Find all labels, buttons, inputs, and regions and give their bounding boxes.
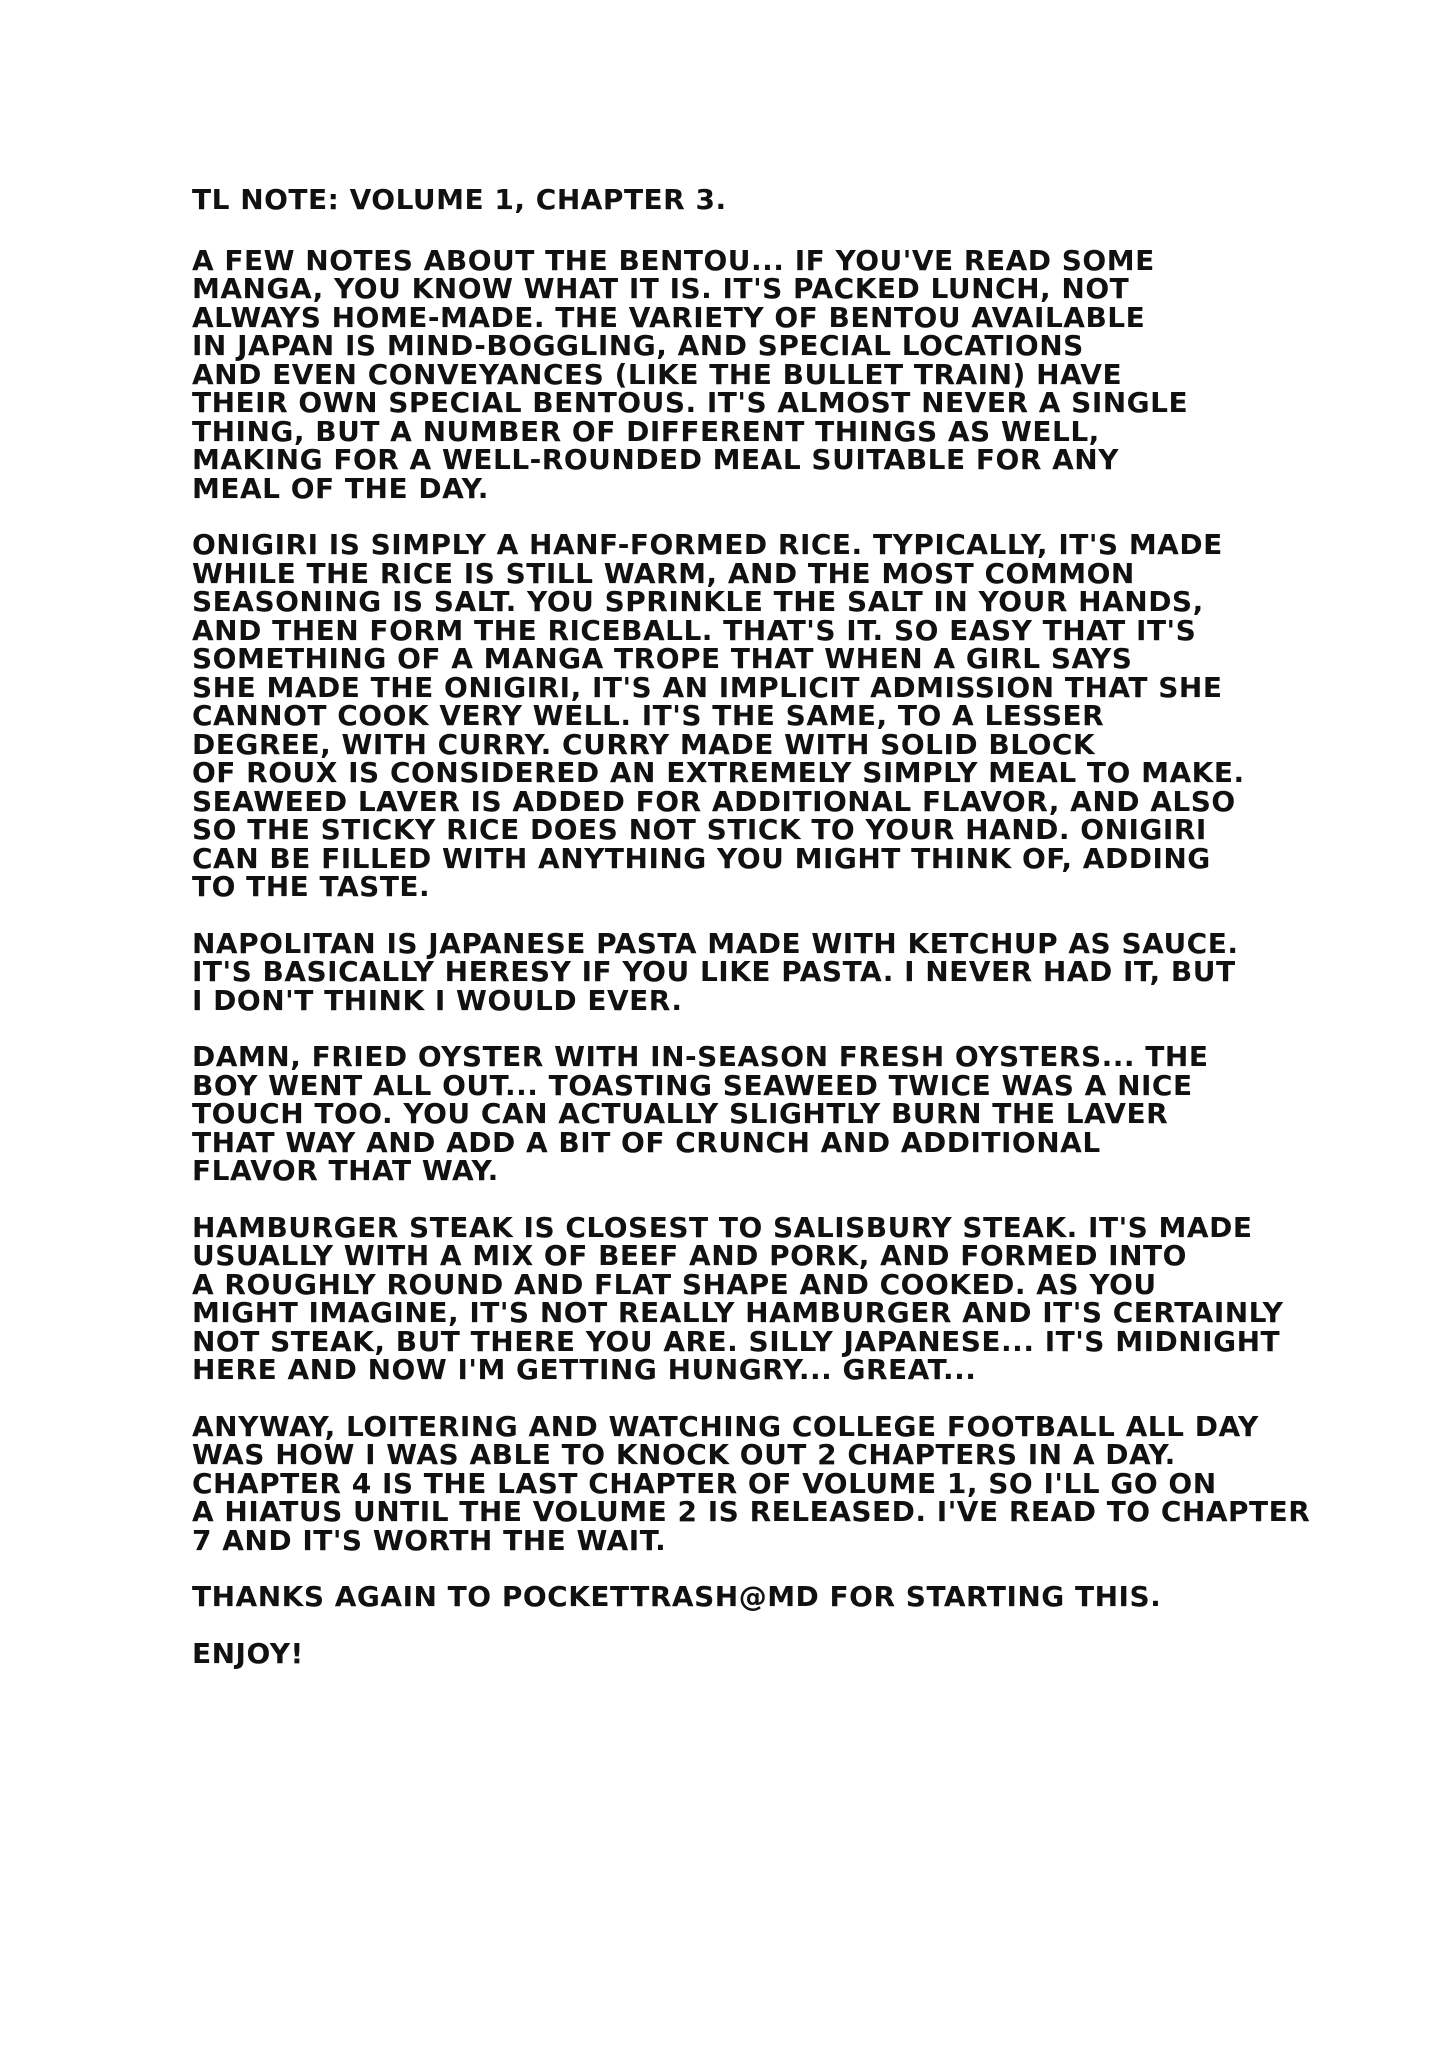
paragraph-line: A FEW NOTES ABOUT THE BENTOU... IF YOU'VE READ SOME	[192, 243, 1155, 277]
paragraph-line: WHILE THE RICE IS STILL WARM, AND THE MOST COMMON	[192, 556, 1135, 590]
paragraph-line: SOMETHING OF A MANGA TROPE THAT WHEN A GIRL SAYS	[192, 642, 1133, 675]
paragraph-line: CANNOT COOK VERY WELL. IT'S THE SAME, TO A LESSER	[192, 699, 1105, 732]
paragraph-line: ENJOY!	[192, 1636, 304, 1670]
paragraph-line: DAMN, FRIED OYSTER WITH IN-SEASON FRESH OYSTERS... THE	[192, 1040, 1209, 1073]
paragraph-line: SHE MADE THE ONIGIRI, IT'S AN IMPLICIT ADMISSION THAT SHE	[192, 670, 1223, 704]
paragraph-line: THAT WAY AND ADD A BIT OF CRUNCH AND ADDITIONAL	[192, 1125, 1101, 1159]
heading-text: TL NOTE: VOLUME 1, CHAPTER 3.	[192, 183, 727, 216]
paragraph-line: IT'S BASICALLY HERESY IF YOU LIKE PASTA. I NEVER HAD IT, BUT	[192, 955, 1236, 988]
paragraph-line: 7 AND IT'S WORTH THE WAIT.	[192, 1523, 667, 1557]
paragraph-line: ONIGIRI IS SIMPLY A HANF-FORMED RICE. TYPICALLY, IT'S MADE	[192, 528, 1223, 561]
paragraph-line: MAKING FOR A WELL-ROUNDED MEAL SUITABLE FOR ANY	[192, 443, 1120, 476]
paragraph-line: HAMBURGER STEAK IS CLOSEST TO SALISBURY STEAK. IT'S MADE	[192, 1210, 1253, 1244]
paragraph-line: AND THEN FORM THE RICEBALL. THAT'S IT. SO EASY THAT IT'S	[192, 613, 1197, 647]
paragraph-line: NAPOLITAN IS JAPANESE PASTA MADE WITH KETCHUP AS SAUCE.	[192, 926, 1239, 960]
paragraph-line: IN JAPAN IS MIND-BOGGLING, AND SPECIAL LOCATIONS	[192, 329, 1084, 362]
paragraph-line: OF ROUX IS CONSIDERED AN EXTREMELY SIMPLY MEAL TO MAKE.	[192, 756, 1245, 789]
note-paragraph	[192, 1040, 1312, 1187]
note-paragraph	[192, 528, 1312, 903]
paragraph-line: FLAVOR THAT WAY.	[192, 1154, 499, 1187]
paragraph-line: NOT STEAK, BUT THERE YOU ARE. SILLY JAPANESE... IT'S MIDNIGHT	[192, 1324, 1281, 1358]
paragraph-line: I DON'T THINK I WOULD EVER.	[192, 983, 683, 1017]
note-heading	[192, 183, 1312, 216]
paragraph-line: THANKS AGAIN TO POCKETTRASH@MD FOR STARTING THIS.	[192, 1580, 1162, 1613]
paragraph-line: DEGREE, WITH CURRY. CURRY MADE WITH SOLID BLOCK	[192, 727, 1096, 761]
paragraph-line: WAS HOW I WAS ABLE TO KNOCK OUT 2 CHAPTERS IN A DAY.	[192, 1438, 1176, 1471]
paragraph-line: BOY WENT ALL OUT... TOASTING SEAWEED TWICE WAS A NICE	[192, 1068, 1193, 1102]
paragraph-line: SEASONING IS SALT. YOU SPRINKLE THE SALT IN YOUR HANDS,	[192, 585, 1204, 618]
paragraph-line: SO THE STICKY RICE DOES NOT STICK TO YOUR HAND. ONIGIRI	[192, 813, 1207, 846]
note-paragraph	[192, 1210, 1312, 1386]
note-paragraph	[192, 1409, 1312, 1557]
paragraph-line: ANYWAY, LOITERING AND WATCHING COLLEGE FOOTBALL ALL DAY	[192, 1409, 1259, 1443]
paragraph-line: CHAPTER 4 IS THE LAST CHAPTER OF VOLUME 1, SO I'LL GO ON	[192, 1466, 1217, 1500]
paragraph-line: TOUCH TOO. YOU CAN ACTUALLY SLIGHTLY BURN THE LAVER	[192, 1097, 1169, 1130]
paragraph-line: ALWAYS HOME-MADE. THE VARIETY OF BENTOU AVAILABLE	[192, 300, 1146, 334]
paragraph-line: MIGHT IMAGINE, IT'S NOT REALLY HAMBURGER AND IT'S CERTAINLY	[192, 1296, 1284, 1329]
paragraph-line: AND EVEN CONVEYANCES (LIKE THE BULLET TRAIN) HAVE	[192, 357, 1123, 391]
paragraph-line: CAN BE FILLED WITH ANYTHING YOU MIGHT THINK OF, ADDING	[192, 841, 1211, 875]
paragraph-line: A ROUGHLY ROUND AND FLAT SHAPE AND COOKED. AS YOU	[192, 1267, 1157, 1301]
paragraph-line: A HIATUS UNTIL THE VOLUME 2 IS RELEASED. I'VE READ TO CHAPTER	[192, 1495, 1311, 1528]
paragraph-line: HERE AND NOW I'M GETTING HUNGRY... GREAT...	[192, 1353, 977, 1386]
paragraph-line: USUALLY WITH A MIX OF BEEF AND PORK, AND FORMED INTO	[192, 1239, 1187, 1272]
paragraph-line: MEAL OF THE DAY.	[192, 471, 489, 505]
note-paragraph	[192, 243, 1312, 505]
paragraph-line: SEAWEED LAVER IS ADDED FOR ADDITIONAL FLAVOR, AND ALSO	[192, 784, 1236, 818]
paragraph-line: MANGA, YOU KNOW WHAT IT IS. IT'S PACKED LUNCH, NOT	[192, 272, 1130, 305]
note-paragraph	[192, 1636, 1312, 1670]
paragraph-line: THEIR OWN SPECIAL BENTOUS. IT'S ALMOST NEVER A SINGLE	[192, 386, 1189, 419]
paragraph-line: TO THE TASTE.	[192, 870, 431, 903]
translator-note	[192, 183, 1312, 1696]
paragraph-line: THING, BUT A NUMBER OF DIFFERENT THINGS AS WELL,	[192, 414, 1100, 448]
note-body	[192, 243, 1312, 1670]
note-paragraph	[192, 1580, 1312, 1613]
note-paragraph	[192, 926, 1312, 1017]
